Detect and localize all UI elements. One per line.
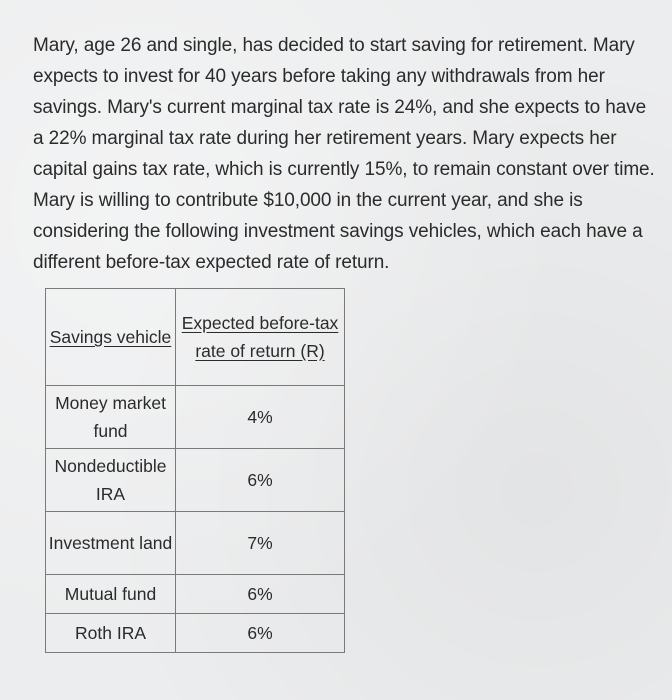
table-row bbox=[46, 614, 345, 653]
investment-vehicles-table-container bbox=[45, 288, 345, 653]
header-savings-vehicle-label: Savings vehicle bbox=[49, 327, 172, 347]
rate-cell: 6% bbox=[176, 575, 345, 614]
table-row bbox=[46, 575, 345, 614]
vehicle-cell: Nondeductible IRA bbox=[46, 449, 176, 512]
investment-vehicles-table bbox=[45, 288, 345, 653]
table-row bbox=[46, 449, 345, 512]
header-savings-vehicle bbox=[46, 289, 176, 386]
vehicle-cell: Roth IRA bbox=[46, 614, 176, 653]
rate-cell: 7% bbox=[176, 512, 345, 575]
problem-statement: Mary, age 26 and single, has decided to start saving for retirement. Mary expects to invest for 40 years before taking any withdrawals from her savings. Mary's current marginal tax rate is 24%, and she expects to have a 22% marginal tax rate during her retirement years. Mary expects her capital gains tax rate, which is currently 15%, to remain constant over time. Mary is willing to contribute $10,000 in the current year, and she is considering the following investment savings vehicles, which each have a different before-tax expected rate of return. bbox=[33, 35, 655, 273]
table-row bbox=[46, 512, 345, 575]
rate-cell: 6% bbox=[176, 449, 345, 512]
header-expected-return-label: Expected before-tax rate of return (R) bbox=[181, 313, 339, 361]
vehicle-cell: Mutual fund bbox=[46, 575, 176, 614]
rate-cell: 4% bbox=[176, 386, 345, 449]
table-row bbox=[46, 386, 345, 449]
rate-cell: 6% bbox=[176, 614, 345, 653]
vehicle-cell: Investment land bbox=[46, 512, 176, 575]
table-header-row bbox=[46, 289, 345, 386]
vehicle-cell: Money market fund bbox=[46, 386, 176, 449]
header-expected-return bbox=[176, 289, 345, 386]
